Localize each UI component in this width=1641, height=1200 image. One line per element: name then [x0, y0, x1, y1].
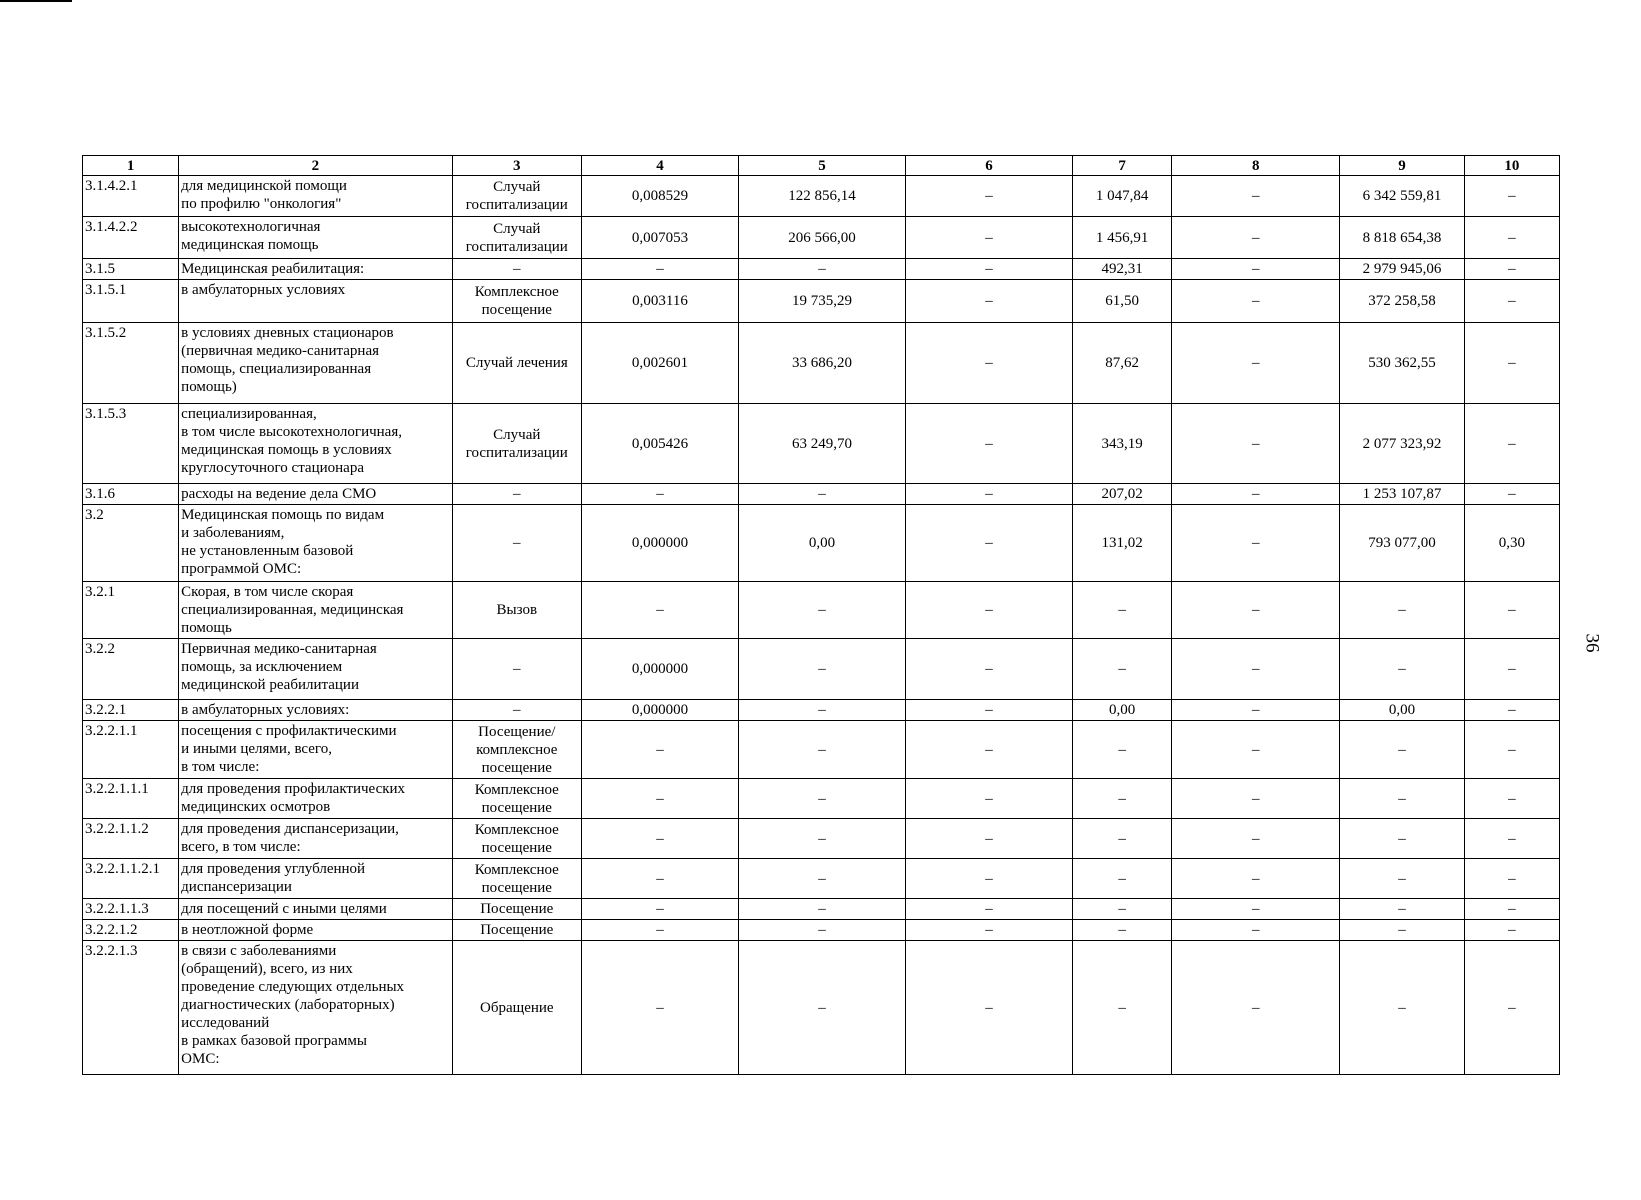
value-cell: –	[1073, 582, 1172, 639]
value-cell: –	[1464, 259, 1559, 280]
row-code: 3.1.4.2.2	[83, 217, 179, 259]
row-name: для проведения диспансеризации, всего, в том числе:	[179, 819, 452, 859]
table-row	[83, 582, 1560, 639]
row-name: в неотложной форме	[179, 920, 452, 941]
value-cell: 87,62	[1073, 323, 1172, 404]
value-cell: 33 686,20	[738, 323, 905, 404]
value-cell: –	[906, 404, 1073, 484]
value-cell: –	[906, 639, 1073, 700]
value-cell: –	[582, 859, 739, 899]
column-header: 4	[582, 156, 739, 176]
table-row	[83, 217, 1560, 259]
value-cell: –	[582, 779, 739, 819]
unit-cell: Посещение	[452, 899, 582, 920]
table-row	[83, 505, 1560, 582]
value-cell: –	[906, 721, 1073, 779]
value-cell: –	[1073, 920, 1172, 941]
value-cell: –	[1073, 639, 1172, 700]
value-cell: –	[1073, 779, 1172, 819]
unit-cell: –	[452, 505, 582, 582]
column-header: 10	[1464, 156, 1559, 176]
row-name: для посещений с иными целями	[179, 899, 452, 920]
value-cell: 0,003116	[582, 280, 739, 323]
value-cell: –	[1172, 639, 1340, 700]
value-cell: 1 253 107,87	[1340, 484, 1465, 505]
value-cell: 1 047,84	[1073, 176, 1172, 217]
value-cell: 372 258,58	[1340, 280, 1465, 323]
value-cell: 2 979 945,06	[1340, 259, 1465, 280]
row-name: Первичная медико-санитарная помощь, за исключением медицинской реабилитации	[179, 639, 452, 700]
value-cell: –	[738, 819, 905, 859]
value-cell: –	[1172, 280, 1340, 323]
value-cell: 8 818 654,38	[1340, 217, 1465, 259]
value-cell: –	[1340, 859, 1465, 899]
column-header: 5	[738, 156, 905, 176]
row-code: 3.1.5	[83, 259, 179, 280]
row-code: 3.1.5.1	[83, 280, 179, 323]
value-cell: –	[738, 721, 905, 779]
value-cell: –	[1464, 941, 1559, 1075]
value-cell: –	[1073, 819, 1172, 859]
value-cell: –	[582, 259, 739, 280]
unit-cell: Случай лечения	[452, 323, 582, 404]
value-cell: –	[1172, 217, 1340, 259]
value-cell: 0,30	[1464, 505, 1559, 582]
value-cell: –	[1340, 639, 1465, 700]
value-cell: –	[906, 217, 1073, 259]
row-name: специализированная, в том числе высокотехнологичная, медицинская помощь в условиях круглосуточного стационара	[179, 404, 452, 484]
value-cell: –	[906, 819, 1073, 859]
value-cell: 0,008529	[582, 176, 739, 217]
value-cell: –	[738, 899, 905, 920]
header-row	[83, 156, 1560, 176]
value-cell: –	[1464, 700, 1559, 721]
unit-cell: –	[452, 700, 582, 721]
value-cell: –	[1172, 721, 1340, 779]
table-row	[83, 779, 1560, 819]
value-cell: –	[1340, 582, 1465, 639]
value-cell: –	[906, 941, 1073, 1075]
value-cell: –	[1464, 280, 1559, 323]
value-cell: –	[1172, 484, 1340, 505]
value-cell: –	[738, 582, 905, 639]
unit-cell: Посещение	[452, 920, 582, 941]
row-code: 3.2.2.1.1.2	[83, 819, 179, 859]
value-cell: –	[1172, 920, 1340, 941]
unit-cell: –	[452, 639, 582, 700]
value-cell: –	[1172, 941, 1340, 1075]
value-cell: –	[738, 484, 905, 505]
value-cell: –	[1464, 920, 1559, 941]
row-code: 3.2.1	[83, 582, 179, 639]
value-cell: –	[738, 779, 905, 819]
unit-cell: Случай госпитализации	[452, 176, 582, 217]
table-row	[83, 404, 1560, 484]
value-cell: –	[1464, 639, 1559, 700]
value-cell: –	[582, 721, 739, 779]
row-code: 3.2.2.1.1.3	[83, 899, 179, 920]
value-cell: –	[906, 899, 1073, 920]
table-row	[83, 941, 1560, 1075]
row-code: 3.2.2.1.1	[83, 721, 179, 779]
value-cell: 61,50	[1073, 280, 1172, 323]
value-cell: –	[1340, 721, 1465, 779]
value-cell: –	[906, 259, 1073, 280]
value-cell: –	[1073, 899, 1172, 920]
unit-cell: Комплексное посещение	[452, 859, 582, 899]
unit-cell: Комплексное посещение	[452, 280, 582, 323]
value-cell: –	[738, 259, 905, 280]
unit-cell: Случай госпитализации	[452, 217, 582, 259]
row-name: в амбулаторных условиях	[179, 280, 452, 323]
value-cell: –	[906, 859, 1073, 899]
value-cell: –	[582, 941, 739, 1075]
table-row	[83, 859, 1560, 899]
value-cell: –	[1464, 404, 1559, 484]
value-cell: –	[906, 505, 1073, 582]
row-code: 3.1.5.3	[83, 404, 179, 484]
row-name: высокотехнологичная медицинская помощь	[179, 217, 452, 259]
value-cell: –	[1464, 176, 1559, 217]
unit-cell: Комплексное посещение	[452, 779, 582, 819]
value-cell: 2 077 323,92	[1340, 404, 1465, 484]
value-cell: –	[906, 176, 1073, 217]
value-cell: 19 735,29	[738, 280, 905, 323]
value-cell: –	[1172, 404, 1340, 484]
value-cell: 0,00	[1340, 700, 1465, 721]
unit-cell: –	[452, 484, 582, 505]
value-cell: –	[582, 819, 739, 859]
value-cell: –	[1172, 819, 1340, 859]
value-cell: 492,31	[1073, 259, 1172, 280]
value-cell: –	[1464, 899, 1559, 920]
column-header: 2	[179, 156, 452, 176]
value-cell: –	[1172, 779, 1340, 819]
column-header: 1	[83, 156, 179, 176]
row-code: 3.1.6	[83, 484, 179, 505]
row-name: Медицинская помощь по видам и заболеваниям, не установленным базовой программой ОМС:	[179, 505, 452, 582]
value-cell: 0,00	[738, 505, 905, 582]
value-cell: –	[1464, 323, 1559, 404]
value-cell: –	[1464, 819, 1559, 859]
table-row	[83, 280, 1560, 323]
column-header: 3	[452, 156, 582, 176]
value-cell: –	[1464, 721, 1559, 779]
column-header: 8	[1172, 156, 1340, 176]
unit-cell: Вызов	[452, 582, 582, 639]
table-row	[83, 920, 1560, 941]
value-cell: –	[738, 920, 905, 941]
value-cell: –	[1172, 505, 1340, 582]
data-table	[82, 155, 1560, 1075]
value-cell: 207,02	[1073, 484, 1172, 505]
value-cell: –	[1464, 779, 1559, 819]
table-row	[83, 721, 1560, 779]
value-cell: 0,007053	[582, 217, 739, 259]
value-cell: –	[1073, 721, 1172, 779]
unit-cell: Случай госпитализации	[452, 404, 582, 484]
value-cell: 1 456,91	[1073, 217, 1172, 259]
value-cell: –	[1464, 484, 1559, 505]
table-row	[83, 899, 1560, 920]
value-cell: –	[906, 280, 1073, 323]
row-code: 3.2	[83, 505, 179, 582]
value-cell: –	[906, 700, 1073, 721]
table-row	[83, 819, 1560, 859]
value-cell: –	[738, 700, 905, 721]
row-name: для проведения профилактических медицинских осмотров	[179, 779, 452, 819]
row-code: 3.1.4.2.1	[83, 176, 179, 217]
row-name: в амбулаторных условиях:	[179, 700, 452, 721]
page-number: 36	[1581, 633, 1603, 653]
column-header: 7	[1073, 156, 1172, 176]
value-cell: –	[906, 323, 1073, 404]
value-cell: –	[582, 484, 739, 505]
value-cell: –	[906, 582, 1073, 639]
row-name: расходы на ведение дела СМО	[179, 484, 452, 505]
value-cell: –	[1340, 899, 1465, 920]
unit-cell: Посещение/ комплексное посещение	[452, 721, 582, 779]
column-header: 9	[1340, 156, 1465, 176]
value-cell: –	[1172, 859, 1340, 899]
value-cell: –	[1340, 941, 1465, 1075]
table-row	[83, 639, 1560, 700]
row-code: 3.1.5.2	[83, 323, 179, 404]
unit-cell: Обращение	[452, 941, 582, 1075]
unit-cell: –	[452, 259, 582, 280]
row-code: 3.2.2.1.1.2.1	[83, 859, 179, 899]
row-code: 3.2.2.1	[83, 700, 179, 721]
value-cell: 0,002601	[582, 323, 739, 404]
value-cell: 0,00	[1073, 700, 1172, 721]
scan-artifact-line	[0, 0, 72, 2]
value-cell: –	[906, 920, 1073, 941]
unit-cell: Комплексное посещение	[452, 819, 582, 859]
value-cell: 63 249,70	[738, 404, 905, 484]
row-code: 3.2.2.1.3	[83, 941, 179, 1075]
table-body	[83, 176, 1560, 1075]
value-cell: –	[582, 899, 739, 920]
table-row	[83, 700, 1560, 721]
value-cell: –	[738, 859, 905, 899]
row-name: Медицинская реабилитация:	[179, 259, 452, 280]
value-cell: –	[1172, 700, 1340, 721]
value-cell: 343,19	[1073, 404, 1172, 484]
value-cell: –	[1073, 941, 1172, 1075]
row-code: 3.2.2.1.2	[83, 920, 179, 941]
column-header: 6	[906, 156, 1073, 176]
table-row	[83, 484, 1560, 505]
row-code: 3.2.2	[83, 639, 179, 700]
row-code: 3.2.2.1.1.1	[83, 779, 179, 819]
value-cell: –	[1172, 259, 1340, 280]
value-cell: –	[582, 920, 739, 941]
table-row	[83, 259, 1560, 280]
row-name: посещения с профилактическими и иными целями, всего, в том числе:	[179, 721, 452, 779]
value-cell: –	[1464, 582, 1559, 639]
value-cell: –	[1464, 217, 1559, 259]
value-cell: 0,000000	[582, 700, 739, 721]
value-cell: –	[1172, 323, 1340, 404]
value-cell: –	[1172, 899, 1340, 920]
table-row	[83, 176, 1560, 217]
value-cell: –	[906, 779, 1073, 819]
value-cell: 0,000000	[582, 639, 739, 700]
value-cell: 530 362,55	[1340, 323, 1465, 404]
value-cell: 122 856,14	[738, 176, 905, 217]
value-cell: 206 566,00	[738, 217, 905, 259]
value-cell: –	[1464, 859, 1559, 899]
row-name: в условиях дневных стационаров (первичная медико-санитарная помощь, специализированная помощь)	[179, 323, 452, 404]
value-cell: –	[1172, 176, 1340, 217]
row-name: для проведения углубленной диспансеризации	[179, 859, 452, 899]
value-cell: 6 342 559,81	[1340, 176, 1465, 217]
row-name: в связи с заболеваниями (обращений), всего, из них проведение следующих отдельных диагностических (лабораторных) исследований в рамках базовой программы ОМС:	[179, 941, 452, 1075]
value-cell: –	[738, 941, 905, 1075]
value-cell: 0,005426	[582, 404, 739, 484]
value-cell: –	[582, 582, 739, 639]
value-cell: –	[1340, 819, 1465, 859]
row-name: для медицинской помощи по профилю "онкология"	[179, 176, 452, 217]
value-cell: –	[1340, 920, 1465, 941]
value-cell: –	[1073, 859, 1172, 899]
value-cell: –	[906, 484, 1073, 505]
table-row	[83, 323, 1560, 404]
row-name: Скорая, в том числе скорая специализированная, медицинская помощь	[179, 582, 452, 639]
value-cell: –	[1340, 779, 1465, 819]
value-cell: 793 077,00	[1340, 505, 1465, 582]
value-cell: 131,02	[1073, 505, 1172, 582]
value-cell: –	[1172, 582, 1340, 639]
value-cell: 0,000000	[582, 505, 739, 582]
value-cell: –	[738, 639, 905, 700]
